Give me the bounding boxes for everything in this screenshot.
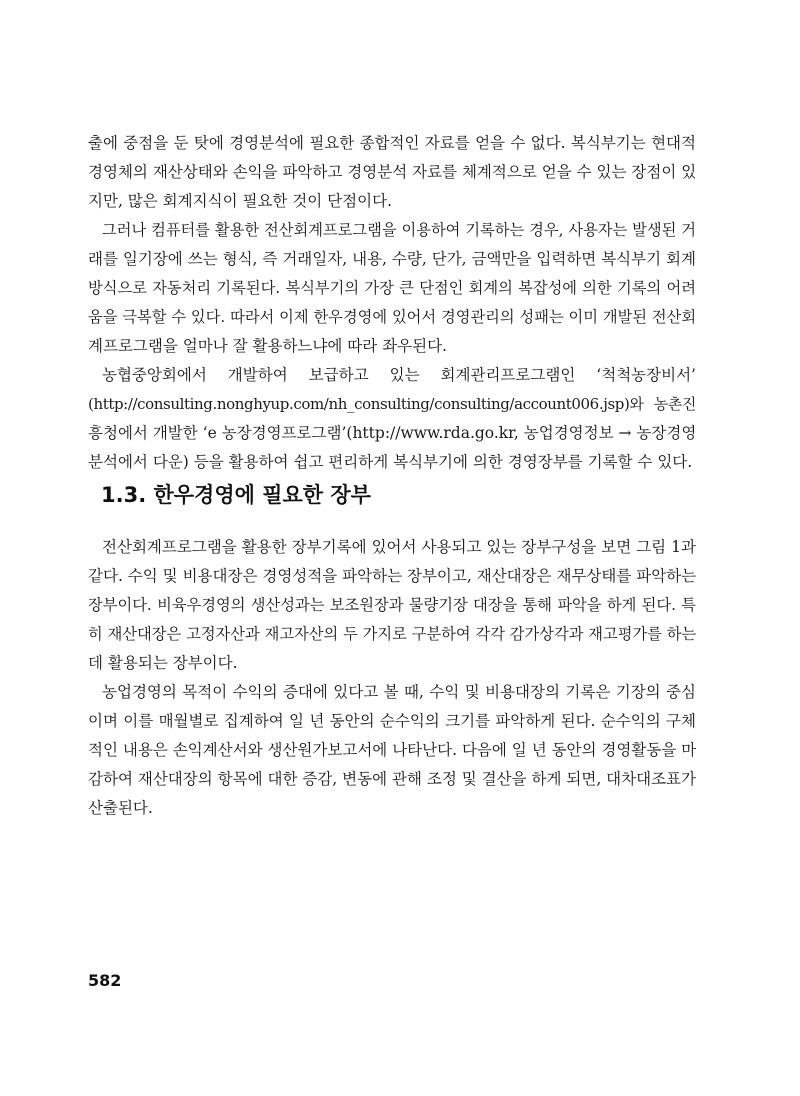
- text-line: 출에 중점을 둔 탓에 경영분석에 필요한 종합적인 자료를 얻을 수 없다. 복식부기는 현대적: [88, 134, 696, 152]
- text-line: 이며 이를 매월별로 집계하여 일 년 동안의 순수익의 크기를 파악하게 된다. 순수익의 구체: [88, 712, 696, 730]
- section-heading: 1.3. 한우경영에 필요한 장부: [101, 483, 371, 507]
- text-line: 농협중앙회에서 개발하여 보급하고 있는 회계관리프로그램인 ‘척척농장비서’: [102, 366, 696, 384]
- text-line: 계프로그램을 얼마나 잘 활용하느냐에 따라 좌우된다.: [88, 337, 447, 355]
- text-line: 그러나 컴퓨터를 활용한 전산회계프로그램을 이용하여 기록하는 경우, 사용자는 발생된 거: [102, 221, 696, 239]
- text-line: 흥청에서 개발한 ‘e 농장경영프로그램’(http://www.rda.go.kr, 농업경영정보 → 농장경영: [88, 424, 696, 442]
- text-line: 경영체의 재산상태와 손익을 파악하고 경영분석 자료를 체계적으로 얻을 수 있는 장점이 있: [88, 163, 696, 181]
- text-line: 데 활용되는 장부이다.: [88, 654, 238, 672]
- text-line: 움을 극복할 수 있다. 따라서 이제 한우경영에 있어서 경영관리의 성패는 이미 개발된 전산회: [88, 308, 696, 326]
- text-line: 같다. 수익 및 비용대장은 경영성적을 파악하는 장부이고, 재산대장은 재무상태를 파악하는: [88, 567, 696, 585]
- text-line: 감하여 재산대장의 항목에 대한 증감, 변동에 관해 조정 및 결산을 하게 되면, 대차대조표가: [88, 770, 696, 788]
- text-line: 장부이다. 비육우경영의 생산성과는 보조원장과 물량기장 대장을 통해 파악을 하게 된다. 특: [88, 596, 696, 614]
- text-line: 농업경영의 목적이 수익의 증대에 있다고 볼 때, 수익 및 비용대장의 기록은 기장의 중심: [102, 683, 696, 701]
- text-line: 지만, 많은 회계지식이 필요한 것이 단점이다.: [88, 192, 393, 210]
- body-text-top: [88, 129, 696, 477]
- text-line: 전산회계프로그램을 활용한 장부기록에 있어서 사용되고 있는 장부구성을 보면 그림 1과: [102, 538, 696, 556]
- text-line: 산출된다.: [88, 799, 153, 817]
- text-line: 히 재산대장은 고정자산과 재고자산의 두 가지로 구분하여 각각 감가상각과 재고평가를 하는: [88, 625, 696, 643]
- text-line: 분석에서 다운) 등을 활용하여 쉽고 편리하게 복식부기에 의한 경영장부를 기록할 수 있다.: [88, 453, 693, 471]
- page-number: 582: [88, 971, 122, 990]
- text-line: 방식으로 자동처리 기록된다. 복식부기의 가장 큰 단점인 회계의 복잡성에 의한 기록의 어려: [88, 279, 696, 297]
- text-line: (http://consulting.nonghyup.com/nh_consulting/consulting/account006.jsp)와 농촌진: [88, 395, 696, 413]
- text-line: 래를 일기장에 쓰는 형식, 즉 거래일자, 내용, 수량, 단가, 금액만을 입력하면 복식부기 회계: [88, 250, 696, 268]
- text-line: 적인 내용은 손익계산서와 생산원가보고서에 나타난다. 다음에 일 년 동안의 경영활동을 마: [88, 741, 696, 759]
- body-text-bottom: [88, 533, 696, 823]
